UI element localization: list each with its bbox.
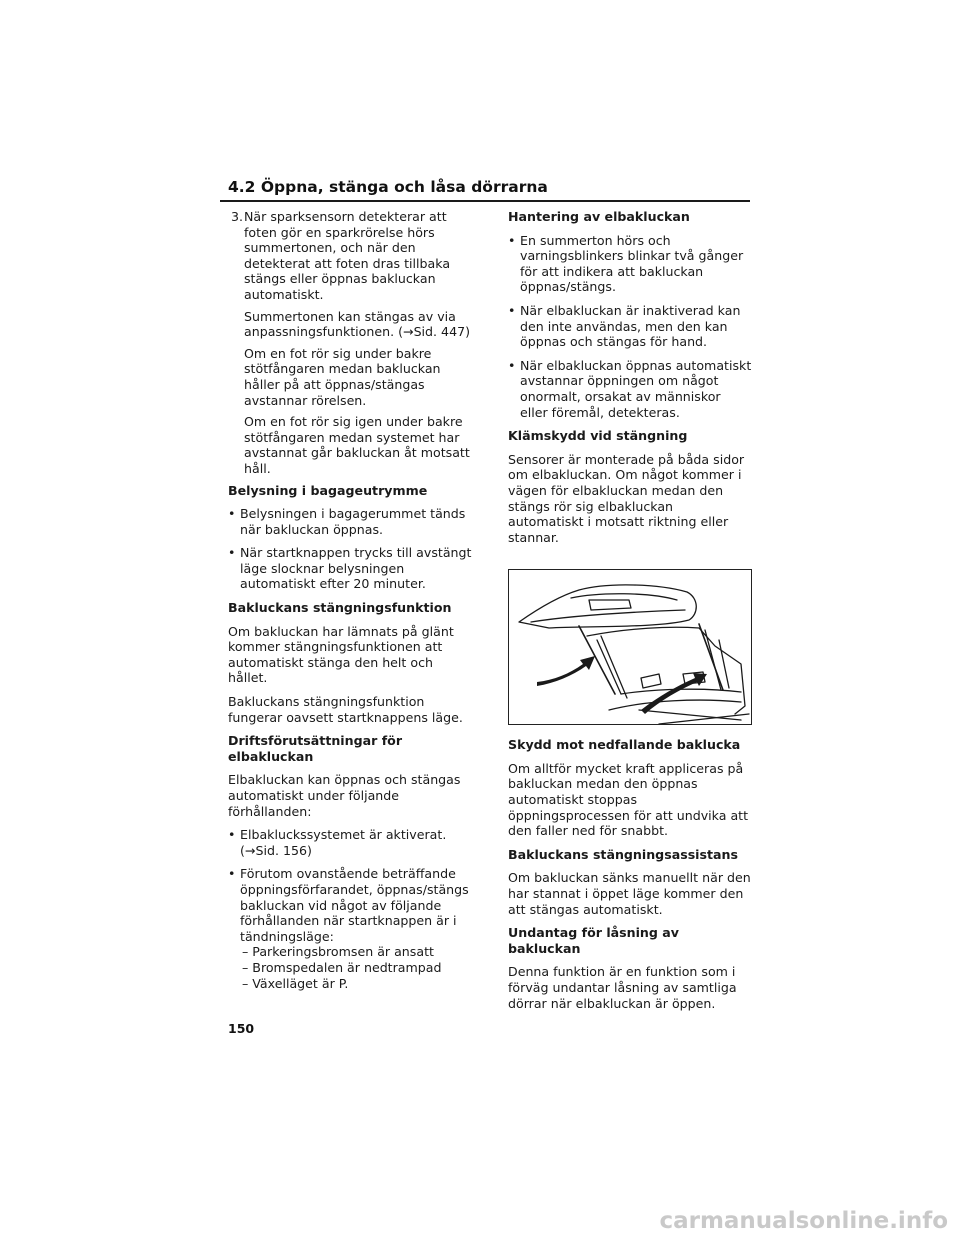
left-column bbox=[228, 209, 476, 999]
step-3-note-reverse: Om en fot rör sig igen under bakre stötfångaren medan systemet har avstannat går bakluckan åt motsatt håll. bbox=[244, 414, 470, 476]
step-3-note-stop: Om en fot rör sig under bakre stötfångaren medan bakluckan håller på att öppnas/stängas avstannar rörelsen. bbox=[244, 345, 441, 408]
section-title: 4.2 Öppna, stänga och låsa dörrarna bbox=[228, 178, 548, 196]
step-3-text: När sparksensorn detekterar att foten gör en sparkrörelse hörs summertonen, och när den detekterat att foten dras tillbaka stängs eller öppnas bakluckan automatiskt. bbox=[244, 209, 451, 302]
heading-lighting: Belysning i bagageutrymme bbox=[228, 482, 428, 498]
step-3 bbox=[228, 209, 476, 303]
header-divider bbox=[220, 200, 750, 202]
heading-closing-function: Bakluckans stängningsfunktion bbox=[228, 600, 452, 616]
bullet-item: • När startknappen trycks till avstängt läge slocknar belysningen automatiskt efter 20 minuter. bbox=[228, 545, 472, 592]
sub-item: – Bromspedalen är nedtrampad bbox=[242, 959, 442, 975]
heading-closing-assist: Bakluckans stängningsassistans bbox=[508, 846, 738, 862]
tailgate-outline bbox=[519, 585, 696, 628]
arrow-left-sensor bbox=[537, 656, 595, 686]
bullet-item: • När elbakluckan är inaktiverad kan den inte användas, men den kan öppnas och stängas för hand. bbox=[508, 302, 741, 350]
bullet-item: • När elbakluckan öppnas automatiskt avstannar öppningen om något onormalt, orsakat av människor eller föremål, detekteras. bbox=[508, 357, 752, 420]
assist-paragraph: Om bakluckan sänks manuellt när den har stannat i öppet läge kommer den att stängas automatiskt. bbox=[508, 870, 751, 917]
closing-paragraph-2: Bakluckans stängningsfunktion fungerar oavsett startknappens läge. bbox=[228, 694, 463, 725]
page-number: 150 bbox=[228, 1021, 255, 1036]
bullet-item: • Belysningen i bagagerummet tänds när bakluckan öppnas. bbox=[228, 506, 466, 537]
heading-pinch-protection: Klämskydd vid stängning bbox=[508, 428, 688, 444]
fall-paragraph: Om alltför mycket kraft appliceras på bakluckan medan den öppnas automatiskt stoppas öppningsprocessen för att undvika att den faller ned för snabbt. bbox=[508, 760, 749, 839]
watermark: carmanualsonline.info bbox=[659, 1208, 948, 1234]
step-3-note-buzzer: Summertonen kan stängas av via anpassningsfunktionen. (→Sid. 447) bbox=[244, 308, 471, 340]
bullet-item: • Förutom ovanstående beträffande öppningsförfarandet, öppnas/stängs bakluckan vid något av följande förhållanden när startknappen är i tändningsläge: – Parkeringsbromsen är ansatt – Bromspedalen är nedtrampad – Växelläget är P. bbox=[228, 866, 476, 991]
heading-handling: Hantering av elbakluckan bbox=[508, 209, 690, 224]
step-number: 3. bbox=[231, 209, 244, 224]
sub-item: – Parkeringsbromsen är ansatt bbox=[242, 944, 434, 960]
right-column bbox=[508, 209, 752, 1019]
bullet-item: • Elbakluckssystemet är aktiverat. (→Sid. 156) bbox=[228, 827, 447, 858]
conditions-intro: Elbakluckan kan öppnas och stängas automatiskt under följande förhållanden: bbox=[228, 772, 461, 819]
heading-conditions: Driftsförutsättningar för elbakluckan bbox=[228, 733, 403, 764]
exception-paragraph: Denna funktion är en funktion som i förväg undantar låsning av samtliga dörrar när elbakluckan är öppen. bbox=[508, 964, 737, 1011]
closing-paragraph-1: Om bakluckan har lämnats på glänt kommer stängningsfunktionen att automatiskt stänga den helt och hållet. bbox=[228, 623, 454, 686]
pinch-paragraph: Sensorer är monterade på båda sidor om elbakluckan. Om något kommer i vägen för elbakluckan medan den stängs rör sig elbakluckan automatiskt i motsatt riktning eller stannar. bbox=[508, 451, 745, 545]
heading-fall-protection: Skydd mot nedfallande baklucka bbox=[508, 737, 741, 753]
tailgate-sensor-illustration bbox=[508, 569, 752, 725]
sub-item: – Växelläget är P. bbox=[242, 975, 349, 991]
bullet-item: • En summerton hörs och varningsblinkers blinkar två gånger för att indikera att bakluckan öppnas/stängs. bbox=[508, 232, 744, 295]
arrow-right-sensor bbox=[641, 673, 707, 714]
heading-lock-exception: Undantag för låsning av bakluckan bbox=[508, 925, 679, 956]
